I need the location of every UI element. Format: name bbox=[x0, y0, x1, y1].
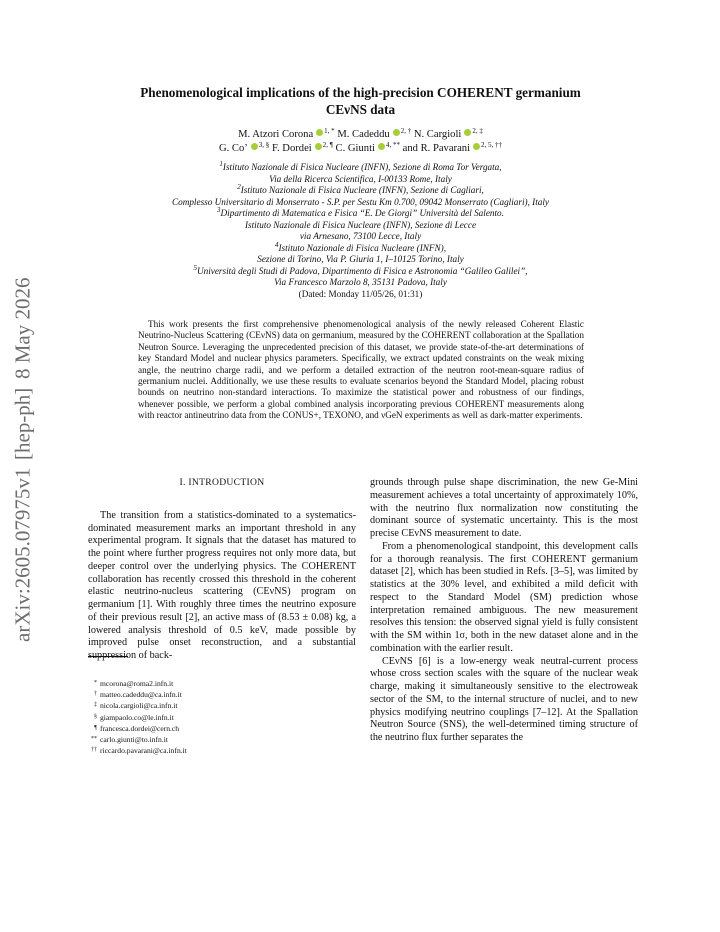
author-name: C. Giunti bbox=[335, 143, 375, 154]
arxiv-category: [hep-ph] bbox=[10, 387, 35, 460]
orcid-icon[interactable] bbox=[393, 129, 400, 136]
intro-paragraph: The transition from a statistics-dominated to a systematics-dominated measurement marks an important threshold in any experimental program. It signals that the dataset has matured to the point where further progress requires not only more data, but deeper control over the underlying physics. The COHERENT collaboration has recently crossed this threshold in the coherent elastic neutrino-nucleus scattering (CEνNS) program on germanium [1]. With roughly three times the neutrino exposure of their previous result [2], an active mass of (8.53 ± 0.08) kg, a lowered analysis threshold of 0.5 keV, made possible by improved pulse onset reconstruction, and a substantial suppression of back- bbox=[88, 509, 356, 661]
title-line-2: CEνNS data bbox=[325, 102, 396, 117]
body-paragraph: From a phenomenological standpoint, this development calls for a thorough reanalysis. The first COHERENT germanium dataset [2], which has been studied in Refs. [3–5], was limited by statistics at the 30% level, and exhibited a mild deficit with respect to the Standard Model (SM) prediction whose interpretation remained ambiguous. The new measurement resolves this tension: the observed signal yield is fully consistent with the SM within 1σ, both in the new dataset alone and in the combination with the earlier result. bbox=[370, 540, 638, 654]
footnote-mark: * bbox=[94, 680, 97, 686]
footnote-email[interactable]: riccardo.pavarani@ca.infn.it bbox=[100, 746, 187, 756]
affiliation-text: Dipartimento di Matematica e Fisica “E. De Giorgi” Università del Salento. bbox=[220, 208, 504, 218]
section-heading: I. INTRODUCTION bbox=[179, 477, 265, 488]
orcid-icon[interactable] bbox=[378, 143, 385, 150]
paper-title bbox=[88, 84, 633, 118]
author-and: and bbox=[402, 143, 418, 154]
footnote-email[interactable]: giampaolo.co@le.infn.it bbox=[100, 712, 174, 722]
arxiv-stamp bbox=[8, 250, 38, 670]
affiliation-text: Istituto Nazionale di Fisica Nucleare (INFN), Sezione di Roma Tor Vergata, bbox=[222, 162, 502, 172]
affiliation-text: Istituto Nazionale di Fisica Nucleare (INFN), bbox=[278, 242, 447, 253]
affiliation-line bbox=[88, 162, 633, 174]
affiliation-line bbox=[88, 208, 633, 220]
arxiv-id: arXiv:2605.07975v1 bbox=[10, 467, 35, 643]
affiliation-mark: 4 bbox=[274, 240, 279, 249]
author-name: N. Cargioli bbox=[413, 129, 462, 140]
author-line-2 bbox=[88, 142, 633, 156]
affiliation-line bbox=[88, 263, 633, 278]
orcid-icon[interactable] bbox=[464, 129, 471, 136]
abstract: This work presents the first comprehensive phenomenological analysis of the newly released Coherent Elastic Neutrino-Nucleus Scattering (CEνNS) data on germanium, measured by the COHERENT collaboration at the Spallation Neutron Source. Leveraging the unprecedented precision of this dataset, we provide state-of-the-art determinations of key Standard Model and nuclear physics parameters. Specifically, we extract updated constraints on the weak mixing angle, the neutrino charge radii, and we perform a detailed extraction of the neutron root-mean-square radius of germanium nuclei. Additionally, we use these results to evaluate scenarios beyond the Standard Model, placing robust bounds on neutrino non-standard interactions. To maximize the statistical power and robustness of our findings, whenever possible, we perform a global combined analysis incorporating previous COHERENT measurements along with reactor antineutrino data from the CONUS+, TEXONO, and νGeN experiments as well as dark-matter experiments. bbox=[138, 319, 584, 421]
footnote-mark: ** bbox=[91, 736, 97, 743]
affiliations bbox=[88, 162, 633, 300]
affiliation-mark: 1 bbox=[219, 160, 223, 168]
dated-line: (Dated: Monday 11/05/26, 01:31) bbox=[298, 288, 423, 299]
author-name: R. Pavarani bbox=[420, 143, 471, 154]
author-line-1 bbox=[88, 128, 633, 142]
footnote bbox=[88, 678, 356, 689]
orcid-icon[interactable] bbox=[316, 129, 323, 136]
affiliation-line bbox=[88, 185, 633, 197]
footnotes bbox=[88, 678, 356, 756]
author-affil-mark: 2, ‡ bbox=[472, 127, 483, 135]
affiliation-line: Sezione di Torino, Via P. Giuria 1, I–10125 Torino, Italy bbox=[257, 254, 464, 264]
footnote-mark: ¶ bbox=[94, 724, 97, 731]
body-paragraph: CEνNS [6] is a low-energy weak neutral-current process whose cross section scales with the square of the nuclear weak charge, making it simultaneously sensitive to the electroweak sector of the SM, to the internal structure of nuclei, and to new physics modifying neutrino couplings [7–12]. At the Spallation Neutron Source (SNS), the well-determined timing structure of the neutrino flux further separates the bbox=[370, 655, 638, 743]
footnote bbox=[88, 700, 356, 711]
affiliation-text: Istituto Nazionale di Fisica Nucleare (INFN), Sezione di Cagliari, bbox=[240, 185, 484, 195]
affiliation-mark: 3 bbox=[217, 206, 221, 214]
footnote-email[interactable]: matteo.cadeddu@ca.infn.it bbox=[100, 690, 182, 700]
footnote bbox=[88, 689, 356, 700]
left-column bbox=[88, 477, 356, 663]
orcid-icon[interactable] bbox=[473, 143, 480, 150]
author-list bbox=[88, 128, 633, 156]
footnote-mark: †† bbox=[91, 747, 97, 754]
author-affil-mark: 3, § bbox=[258, 141, 270, 149]
affiliation-mark: 5 bbox=[193, 263, 197, 272]
affiliation-text: Università degli Studi di Padova, Dipartimento di Fisica e Astronomia “Galileo Galilei”, bbox=[197, 265, 528, 276]
footnote-mark: ‡ bbox=[94, 702, 97, 709]
footnote-mark: † bbox=[94, 691, 97, 698]
footnote-email[interactable]: francesca.dordei@cern.ch bbox=[100, 723, 180, 733]
arxiv-date: 8 May 2026 bbox=[10, 277, 35, 380]
body-paragraph: grounds through pulse shape discrimination, the new Ge-Mini measurement achieves a total uncertainty of approximately 10%, with the neutrino flux normalization now constituting the dominant source of systematic uncertainty. This is the most precise CEνNS measurement to date. bbox=[370, 477, 638, 539]
right-column bbox=[370, 477, 638, 745]
author-name: G. Co’ bbox=[218, 143, 248, 154]
footnote bbox=[88, 723, 356, 734]
title-line-1: Phenomenological implications of the high-precision COHERENT germanium bbox=[140, 85, 581, 100]
author-name: M. Atzori Corona bbox=[238, 129, 314, 140]
affiliation-line: Via della Ricerca Scientifica, I-00133 Rome, Italy bbox=[269, 173, 452, 184]
footnote bbox=[88, 712, 356, 723]
author-name: F. Dordei bbox=[271, 143, 312, 154]
footnote-email[interactable]: mcorona@roma2.infn.it bbox=[100, 679, 174, 688]
affiliation-line: Via Francesco Marzolo 8, 35131 Padova, Italy bbox=[274, 277, 447, 287]
footnote-rule bbox=[88, 656, 128, 657]
author-affil-mark: 2, ¶ bbox=[322, 141, 333, 149]
footnote-mark: § bbox=[94, 713, 97, 720]
footnote bbox=[88, 734, 356, 745]
author-affil-mark: 2, † bbox=[400, 127, 412, 135]
footnote bbox=[88, 745, 356, 756]
footnote-email[interactable]: nicola.cargioli@ca.infn.it bbox=[100, 701, 178, 711]
orcid-icon[interactable] bbox=[315, 143, 322, 150]
affiliation-line: via Arnesano, 73100 Lecce, Italy bbox=[299, 231, 422, 241]
author-affil-mark: 4, ** bbox=[385, 141, 400, 149]
affiliation-line bbox=[88, 240, 633, 255]
orcid-icon[interactable] bbox=[251, 143, 258, 150]
affiliation-line: Istituto Nazionale di Fisica Nucleare (INFN), Sezione di Lecce bbox=[244, 219, 477, 230]
author-name: M. Cadeddu bbox=[337, 129, 390, 140]
author-affil-mark: 1, * bbox=[324, 127, 335, 135]
affiliation-line: Complesso Universitario di Monserrato - S.P. per Sestu Km 0.700, 09042 Monserrato (Cagliari), Italy bbox=[171, 196, 550, 207]
affiliation-mark: 2 bbox=[237, 183, 241, 191]
footnote-email[interactable]: carlo.giunti@to.infn.it bbox=[100, 735, 168, 745]
author-affil-mark: 2, 5, †† bbox=[481, 141, 503, 149]
